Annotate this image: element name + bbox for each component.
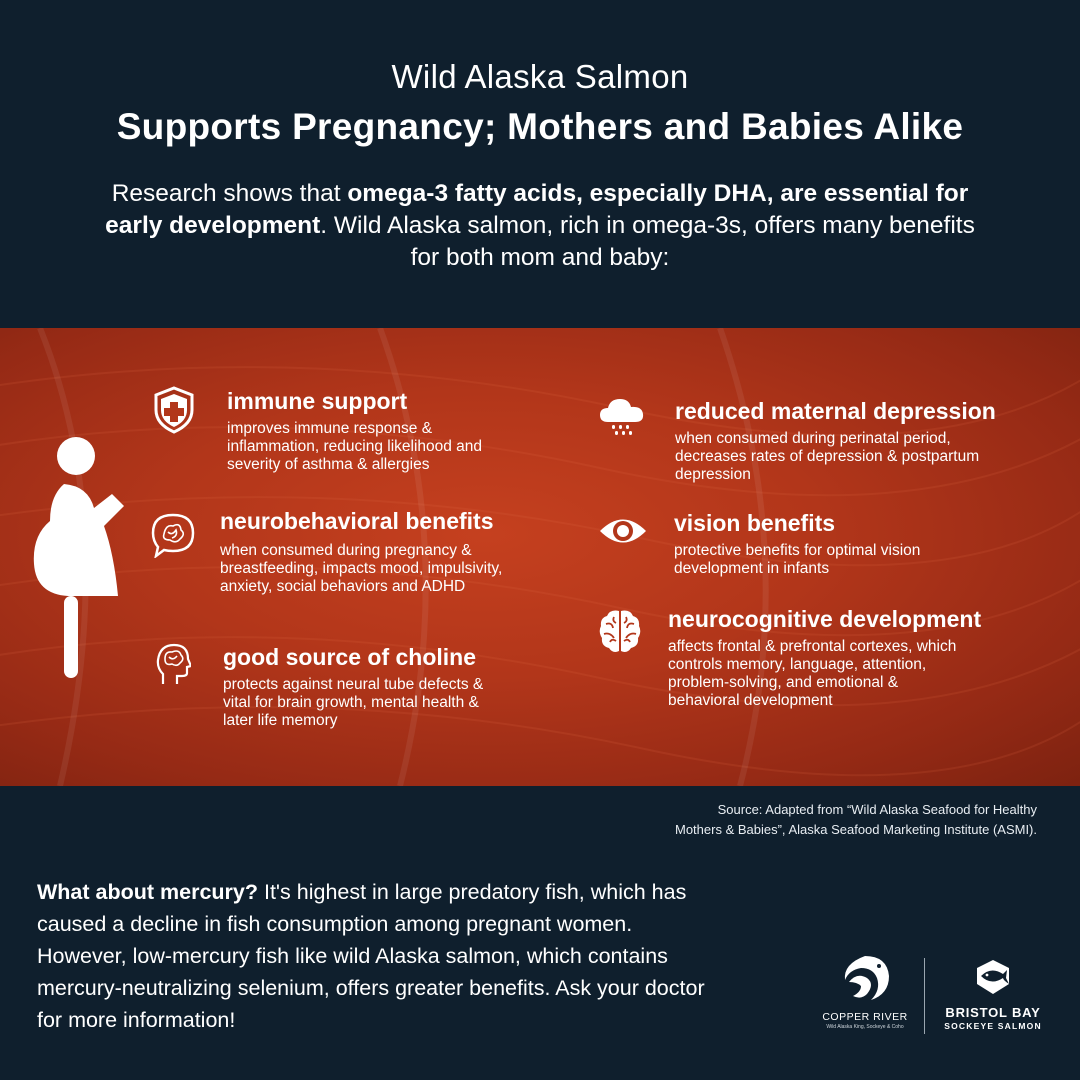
benefit-title: vision benefits [674,510,836,536]
benefit-desc: when consumed during pregnancy & breastfeeding, impacts mood, impulsivity, anxiety, social behaviors and ADHD [220,542,503,595]
logo-divider [924,958,925,1034]
bristol-bay-fish-icon [973,958,1013,996]
rain-cloud-icon [598,396,646,438]
copper-river-name: COPPER RIVER [822,1011,908,1023]
page-title: Supports Pregnancy; Mothers and Babies Alike [116,106,964,147]
source-citation [517,800,1037,840]
head-brain-icon [155,642,191,686]
benefit-desc: when consumed during perinatal period, decreases rates of depression & postpartum depression [675,430,980,483]
mercury-text: It's highest in large predatory fish, which has caused a decline in fish consumption among pregnant women. However, low-mercury fish like wild Alaska salmon, which contains mercury-neutralizing selenium, offers greater benefits. Ask your doctor for more information! [37,880,705,1032]
intro-paragraph [90,178,990,274]
pre-title: Wild Alaska Salmon [391,58,689,95]
header [0,0,1080,328]
speech-bubble-scribble-icon [150,512,196,558]
intro-text-1: Research shows that [111,180,348,207]
mercury-heading: What about mercury? [37,880,258,904]
bristol-bay-sub: SOCKEYE SALMON [944,1021,1042,1031]
bristol-bay-name: BRISTOL BAY [945,1005,1041,1020]
benefit-desc: protects against neural tube defects & vital for brain growth, mental health & later life memory [223,676,484,729]
pregnant-woman-icon [28,436,138,686]
benefit-title: immune support [227,388,408,414]
benefit-title: neurobehavioral benefits [220,508,494,534]
benefit-desc: improves immune response & inflammation, reducing likelihood and severity of asthma & allergies [227,420,483,473]
eye-icon [598,514,648,548]
intro-text-bold: omega-3 fatty acids, especially DHA, are essential for early development [105,180,969,239]
copper-river-sub: Wild Alaska King, Sockeye & Coho [826,1024,904,1030]
shield-cross-icon [152,386,196,434]
copper-river-logo [820,952,910,1030]
bristol-bay-logo [938,958,1048,1031]
benefit-desc: affects frontal & prefrontal cortexes, which controls memory, language, attention, problem-solving, and emotional & behavioral development [668,638,957,709]
benefit-desc: protective benefits for optimal vision development in infants [674,542,921,577]
intro-text-2: . Wild Alaska salmon, rich in omega-3s, offers many benefits for both mom and baby: [320,212,975,271]
salmon-benefits-band [0,328,1080,786]
benefit-title: reduced maternal depression [675,398,996,424]
benefit-title: neurocognitive development [668,606,982,632]
source-line-1: Source: Adapted from “Wild Alaska Seafood for Healthy [717,802,1037,817]
source-line-2: Mothers & Babies”, Alaska Seafood Marketing Institute (ASMI). [675,822,1037,837]
brain-icon [598,608,642,654]
copper-river-fish-icon [835,952,895,1004]
mercury-paragraph [37,876,727,1036]
benefit-title: good source of choline [223,644,477,670]
